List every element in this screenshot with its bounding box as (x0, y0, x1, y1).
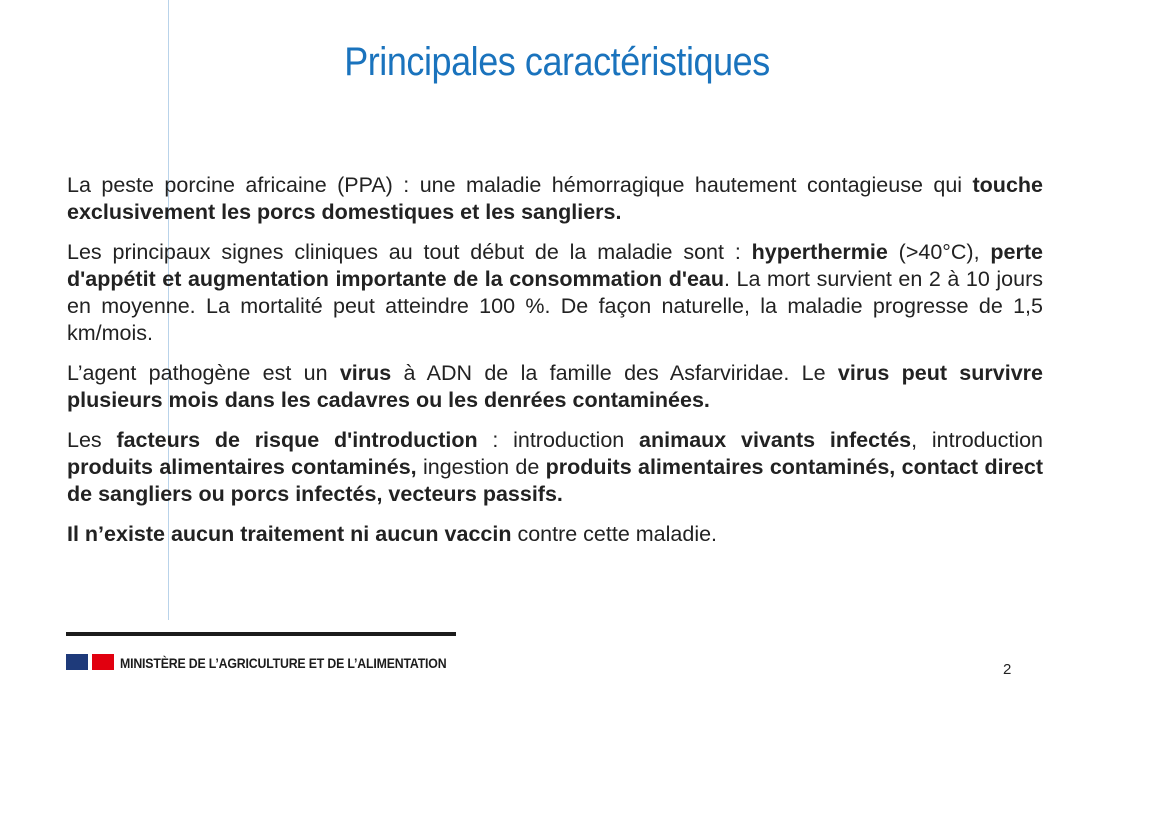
body-text: Les principaux signes cliniques au tout début de la maladie sont : (67, 240, 752, 264)
body-text: ingestion de (416, 455, 546, 479)
ministry-name: MINISTÈRE DE L’AGRICULTURE ET DE L’ALIMENTATION (120, 655, 447, 671)
paragraph-definition (67, 172, 1043, 226)
body-text: : introduction (477, 428, 640, 452)
flag-red-stripe (92, 654, 114, 670)
emphasis-text: produits alimentaires contaminés, contact direct de sangliers ou porcs infectés, vecteurs passifs. (67, 455, 1043, 506)
emphasis-text: virus peut survivre plusieurs mois dans les cadavres ou les denrées contaminées. (67, 361, 1043, 412)
body-text: à ADN de la famille des Asfarviridae. Le (391, 361, 838, 385)
emphasis-text: perte d'appétit et augmentation importante de la consommation d'eau (67, 240, 1043, 291)
emphasis-text: virus (339, 361, 392, 385)
emphasis-text: touche exclusivement les porcs domestiques et les sangliers. (67, 173, 1043, 224)
flag-blue-stripe (66, 654, 88, 670)
body-text: contre cette maladie. (511, 522, 718, 546)
body-text: Les (67, 428, 117, 452)
paragraph-pathogen (67, 360, 1043, 414)
paragraph-treatment (67, 521, 1043, 548)
emphasis-text: animaux vivants infectés (639, 428, 912, 452)
page-title: Principales caractéristiques (344, 40, 770, 84)
emphasis-text: Il n’existe aucun traitement ni aucun vaccin (67, 522, 512, 546)
page-number: 2 (1003, 661, 1012, 678)
document-body (67, 172, 1043, 561)
emphasis-text: hyperthermie (751, 240, 888, 264)
body-text: L’agent pathogène est un (67, 361, 340, 385)
emphasis-text: facteurs de risque d'introduction (116, 428, 478, 452)
marianne-logo-icon (66, 654, 114, 670)
paragraph-risk-factors (67, 427, 1043, 508)
body-text: (>40°C), (887, 240, 991, 264)
body-text: . La mort survient en 2 à 10 jours en moyenne. La mortalité peut atteindre 100 %. De façon naturelle, la maladie progresse de 1,5 km/mois. (67, 267, 1044, 345)
emphasis-text: produits alimentaires contaminés, (67, 455, 417, 479)
paragraph-clinical-signs (67, 239, 1043, 347)
body-text: La peste porcine africaine (PPA) : une maladie hémorragique hautement contagieuse qui (67, 173, 973, 197)
footer-rule (66, 632, 456, 636)
body-text: , introduction (911, 428, 1044, 452)
